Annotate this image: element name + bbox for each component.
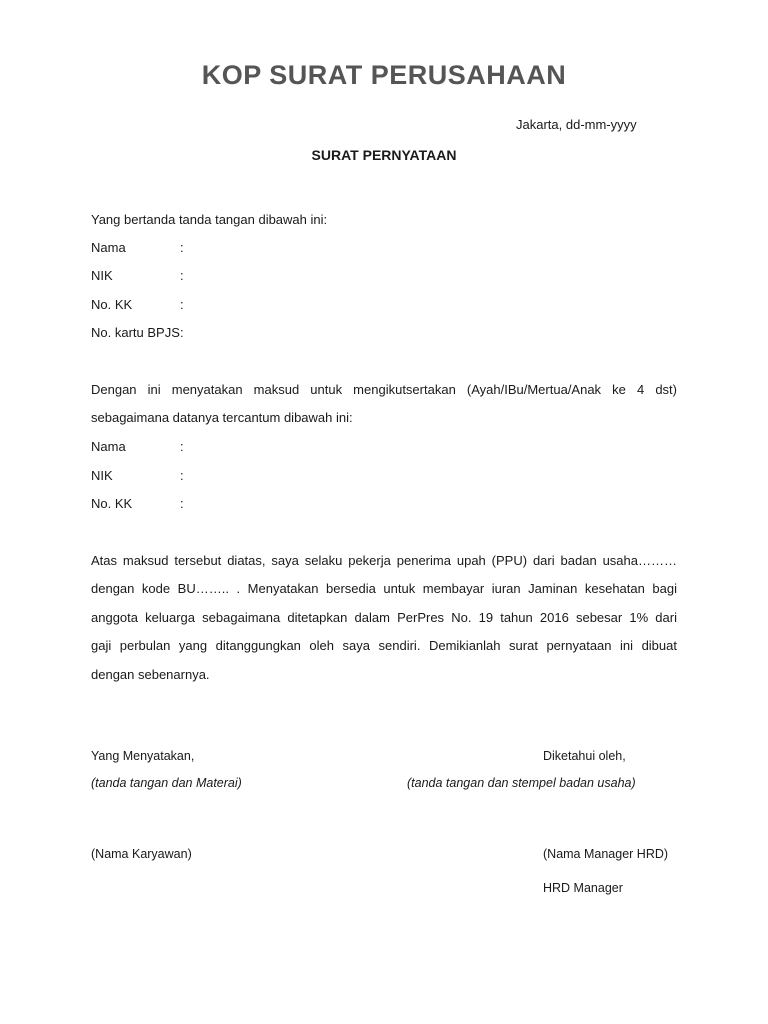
- signer-signature-note: (tanda tangan dan Materai): [91, 776, 242, 790]
- signer-name-label: Nama: [91, 240, 126, 255]
- signer-kk-colon: :: [180, 297, 184, 312]
- statement-line-1: Dengan ini menyatakan maksud untuk mengikutsertakan (Ayah/IBu/Mertua/Anak ke 4 dst): [91, 382, 677, 397]
- member-name-label: Nama: [91, 439, 126, 454]
- body-line-3: anggota keluarga sebagaimana ditetapkan dalam PerPres No. 19 tahun 2016 sebesar 1% dari: [91, 610, 677, 625]
- letterhead: KOP SURAT PERUSAHAAN: [201, 60, 567, 90]
- member-nik-label: NIK: [91, 468, 113, 483]
- member-name-colon: :: [180, 439, 184, 454]
- signer-bpjs-label: No. kartu BPJS: [91, 325, 180, 340]
- statement-line-2: sebagaimana datanya tercantum dibawah ini:: [91, 410, 353, 425]
- employee-name-placeholder: (Nama Karyawan): [91, 847, 192, 861]
- intro-text: Yang bertanda tanda tangan dibawah ini:: [91, 212, 328, 227]
- signer-nik-label: NIK: [91, 268, 113, 283]
- member-kk-label: No. KK: [91, 496, 133, 511]
- letter-title: SURAT PERNYATAAN: [311, 147, 457, 163]
- acknowledger-signature-note: (tanda tangan dan stempel badan usaha): [407, 776, 636, 790]
- manager-title: HRD Manager: [543, 881, 623, 895]
- member-nik-colon: :: [180, 468, 184, 483]
- manager-name-placeholder: (Nama Manager HRD): [543, 847, 669, 861]
- place-date: Jakarta, dd-mm-yyyy: [516, 117, 637, 132]
- signer-bpjs-colon: :: [180, 325, 184, 340]
- body-line-5: dengan sebenarnya.: [91, 667, 210, 682]
- acknowledger-heading: Diketahui oleh,: [543, 749, 626, 763]
- signer-name-colon: :: [180, 240, 184, 255]
- signer-heading: Yang Menyatakan,: [91, 749, 195, 763]
- body-line-4: gaji perbulan yang ditanggungkan oleh saya sendiri. Demikianlah surat pernyataan ini dibuat: [91, 638, 677, 653]
- signer-nik-colon: :: [180, 268, 184, 283]
- body-line-1: Atas maksud tersebut diatas, saya selaku pekerja penerima upah (PPU) dari badan usaha………: [91, 553, 677, 568]
- signer-kk-label: No. KK: [91, 297, 133, 312]
- body-line-2: dengan kode BU…….. . Menyatakan bersedia untuk membayar iuran Jaminan kesehatan bagi: [91, 581, 677, 596]
- member-kk-colon: :: [180, 496, 184, 511]
